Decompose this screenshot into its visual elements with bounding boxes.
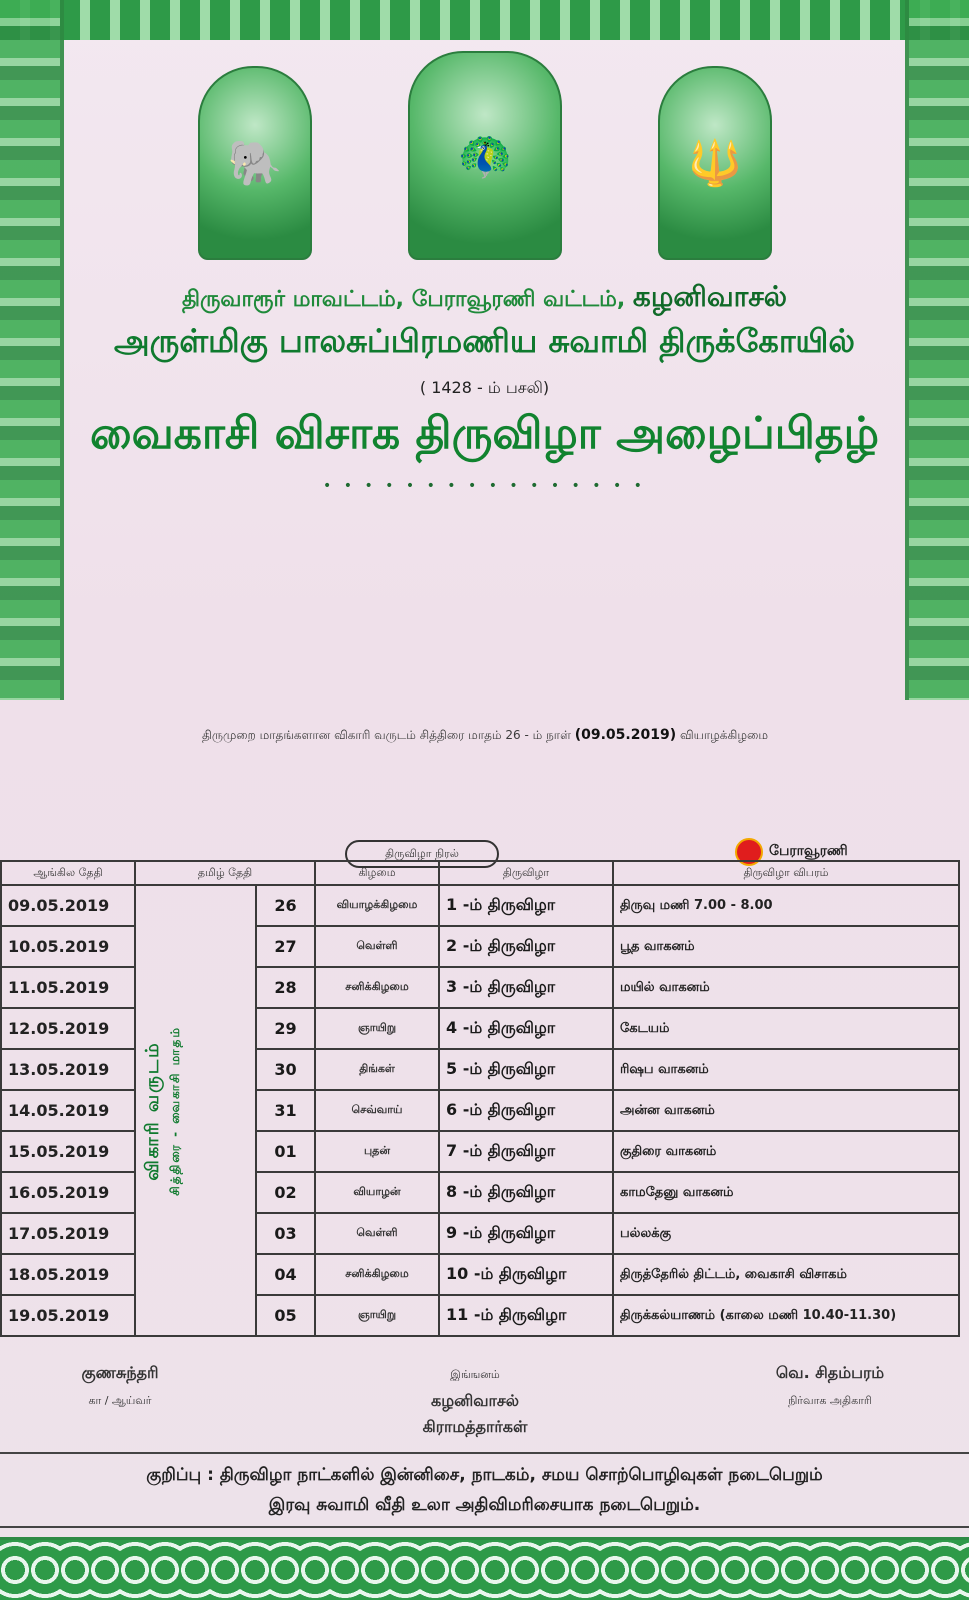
signature-left	[0, 1360, 240, 1414]
row-date: 10.05.2019	[1, 926, 135, 967]
row-detail: திருக்கல்யாணம் (காலை மணி 10.40-11.30)	[613, 1295, 959, 1336]
row-date: 09.05.2019	[1, 885, 135, 926]
row-festival: 1 -ம் திருவிழா	[439, 885, 613, 926]
place-name: கழனிவாசல்	[632, 280, 788, 313]
row-day: ஞாயிறு	[315, 1008, 439, 1049]
row-day: செவ்வாய்	[315, 1090, 439, 1131]
shiva-illustration: 🔱	[658, 66, 772, 260]
row-tamil-date: 02	[256, 1172, 315, 1213]
month-sub: சித்திரை - வைகாசி மாதம்	[168, 1025, 182, 1196]
row-tamil-date: 26	[256, 885, 315, 926]
col-day: கிழமை	[315, 861, 439, 885]
note-line-2: இரவு சுவாமி வீதி உலா அதிவிமரிசையாக நடைபெறும்.	[268, 1495, 701, 1515]
row-day: புதன்	[315, 1131, 439, 1172]
center-name: கழனிவாசல்	[430, 1391, 520, 1410]
row-detail: காமதேனு வாகனம்	[613, 1172, 959, 1213]
row-festival: 4 -ம் திருவிழா	[439, 1008, 613, 1049]
row-festival: 8 -ம் திருவிழா	[439, 1172, 613, 1213]
logo-text: பேராவூரணி	[769, 843, 848, 859]
row-tamil-date: 28	[256, 967, 315, 1008]
row-date: 13.05.2019	[1, 1049, 135, 1090]
signature-right	[710, 1360, 950, 1414]
row-tamil-date: 27	[256, 926, 315, 967]
row-detail: குதிரை வாகனம்	[613, 1131, 959, 1172]
top-border	[0, 0, 969, 40]
row-day: வியாழன்	[315, 1172, 439, 1213]
row-day: சனிக்கிழமை	[315, 967, 439, 1008]
left-role: கா / ஆய்வர்	[88, 1394, 152, 1407]
center-sub: கிராமத்தார்கள்	[422, 1417, 528, 1436]
row-detail: கேடயம்	[613, 1008, 959, 1049]
row-date: 19.05.2019	[1, 1295, 135, 1336]
row-detail: பல்லக்கு	[613, 1213, 959, 1254]
row-festival: 9 -ம் திருவிழா	[439, 1213, 613, 1254]
temple-name: அருள்மிகு பாலசுப்பிரமணிய சுவாமி திருக்கோயில்	[114, 322, 855, 360]
left-name: குணசுந்தரி	[81, 1363, 159, 1382]
row-tamil-date: 04	[256, 1254, 315, 1295]
decorative-dots: • • • • • • • • • • • • • • • •	[323, 478, 646, 494]
row-date: 14.05.2019	[1, 1090, 135, 1131]
intro-paragraph	[40, 636, 930, 746]
row-tamil-date: 05	[256, 1295, 315, 1336]
month-label: விகாரி வருடம்	[142, 1040, 163, 1181]
row-detail: ரிஷப வாகனம்	[613, 1049, 959, 1090]
row-date: 15.05.2019	[1, 1131, 135, 1172]
murugan-illustration: 🦚	[408, 51, 562, 260]
row-detail: திருத்தேரில் திட்டம், வைகாசி விசாகம்	[613, 1254, 959, 1295]
row-festival: 6 -ம் திருவிழா	[439, 1090, 613, 1131]
row-tamil-date: 03	[256, 1213, 315, 1254]
center-label: இங்ஙனம்	[450, 1368, 500, 1381]
deity-illustrations	[150, 50, 820, 260]
fasli-year: ( 1428 - ம் பசலி)	[419, 378, 550, 397]
col-details: திருவிழா விபரம்	[613, 861, 959, 885]
row-day: சனிக்கிழமை	[315, 1254, 439, 1295]
tamil-month-cell	[135, 885, 256, 1336]
intro-text-1: திருமுறை மாதங்களான விகாரி வருடம் சித்திரை மாதம் 26 - ம் நாள்	[202, 728, 571, 742]
row-day: திங்கள்	[315, 1049, 439, 1090]
row-tamil-date: 31	[256, 1090, 315, 1131]
row-day: ஞாயிறு	[315, 1295, 439, 1336]
festival-schedule-table	[0, 860, 960, 1337]
row-tamil-date: 29	[256, 1008, 315, 1049]
row-tamil-date: 30	[256, 1049, 315, 1090]
row-festival: 2 -ம் திருவிழா	[439, 926, 613, 967]
district-line	[0, 280, 969, 317]
row-festival: 11 -ம் திருவிழா	[439, 1295, 613, 1336]
row-date: 18.05.2019	[1, 1254, 135, 1295]
row-date: 12.05.2019	[1, 1008, 135, 1049]
note-line-1: குறிப்பு : திருவிழா நாட்களில் இன்னிசை, நாடகம், சமய சொற்பொழிவுகள் நடைபெறும்	[146, 1465, 823, 1485]
row-detail: திருவு மணி 7.00 - 8.00	[613, 885, 959, 926]
ganesha-illustration: 🐘	[198, 66, 312, 260]
row-festival: 7 -ம் திருவிழா	[439, 1131, 613, 1172]
table-header-row	[1, 861, 959, 885]
schedule-title: திருவிழா நிரல்	[345, 840, 499, 868]
right-name: வெ. சிதம்பரம்	[775, 1363, 885, 1382]
col-english-date: ஆங்கில தேதி	[1, 861, 135, 885]
row-tamil-date: 01	[256, 1131, 315, 1172]
right-role: நிர்வாக அதிகாரி	[788, 1394, 872, 1407]
row-festival: 5 -ம் திருவிழா	[439, 1049, 613, 1090]
intro-text-2: வியாழக்கிழமை	[679, 728, 768, 742]
row-detail: மயில் வாகனம்	[613, 967, 959, 1008]
bottom-border	[0, 1537, 969, 1600]
row-day: வெள்ளி	[315, 926, 439, 967]
invitation-title: வைகாசி விசாக திருவிழா அழைப்பிதழ்	[89, 408, 879, 459]
row-festival: 10 -ம் திருவிழா	[439, 1254, 613, 1295]
row-detail: பூத வாகனம்	[613, 926, 959, 967]
signature-center	[355, 1360, 595, 1440]
row-date: 17.05.2019	[1, 1213, 135, 1254]
row-day: வியாழக்கிழமை	[315, 885, 439, 926]
row-date: 16.05.2019	[1, 1172, 135, 1213]
intro-date: (09.05.2019)	[574, 727, 677, 743]
table-row	[1, 885, 959, 926]
col-festival: திருவிழா	[439, 861, 613, 885]
district-text: திருவாரூர் மாவட்டம், பேராவூரணி வட்டம்,	[181, 287, 626, 312]
row-festival: 3 -ம் திருவிழா	[439, 967, 613, 1008]
col-tamil-date: தமிழ் தேதி	[135, 861, 315, 885]
row-day: வெள்ளி	[315, 1213, 439, 1254]
row-detail: அன்ன வாகனம்	[613, 1090, 959, 1131]
footer-note	[0, 1452, 969, 1528]
row-date: 11.05.2019	[1, 967, 135, 1008]
